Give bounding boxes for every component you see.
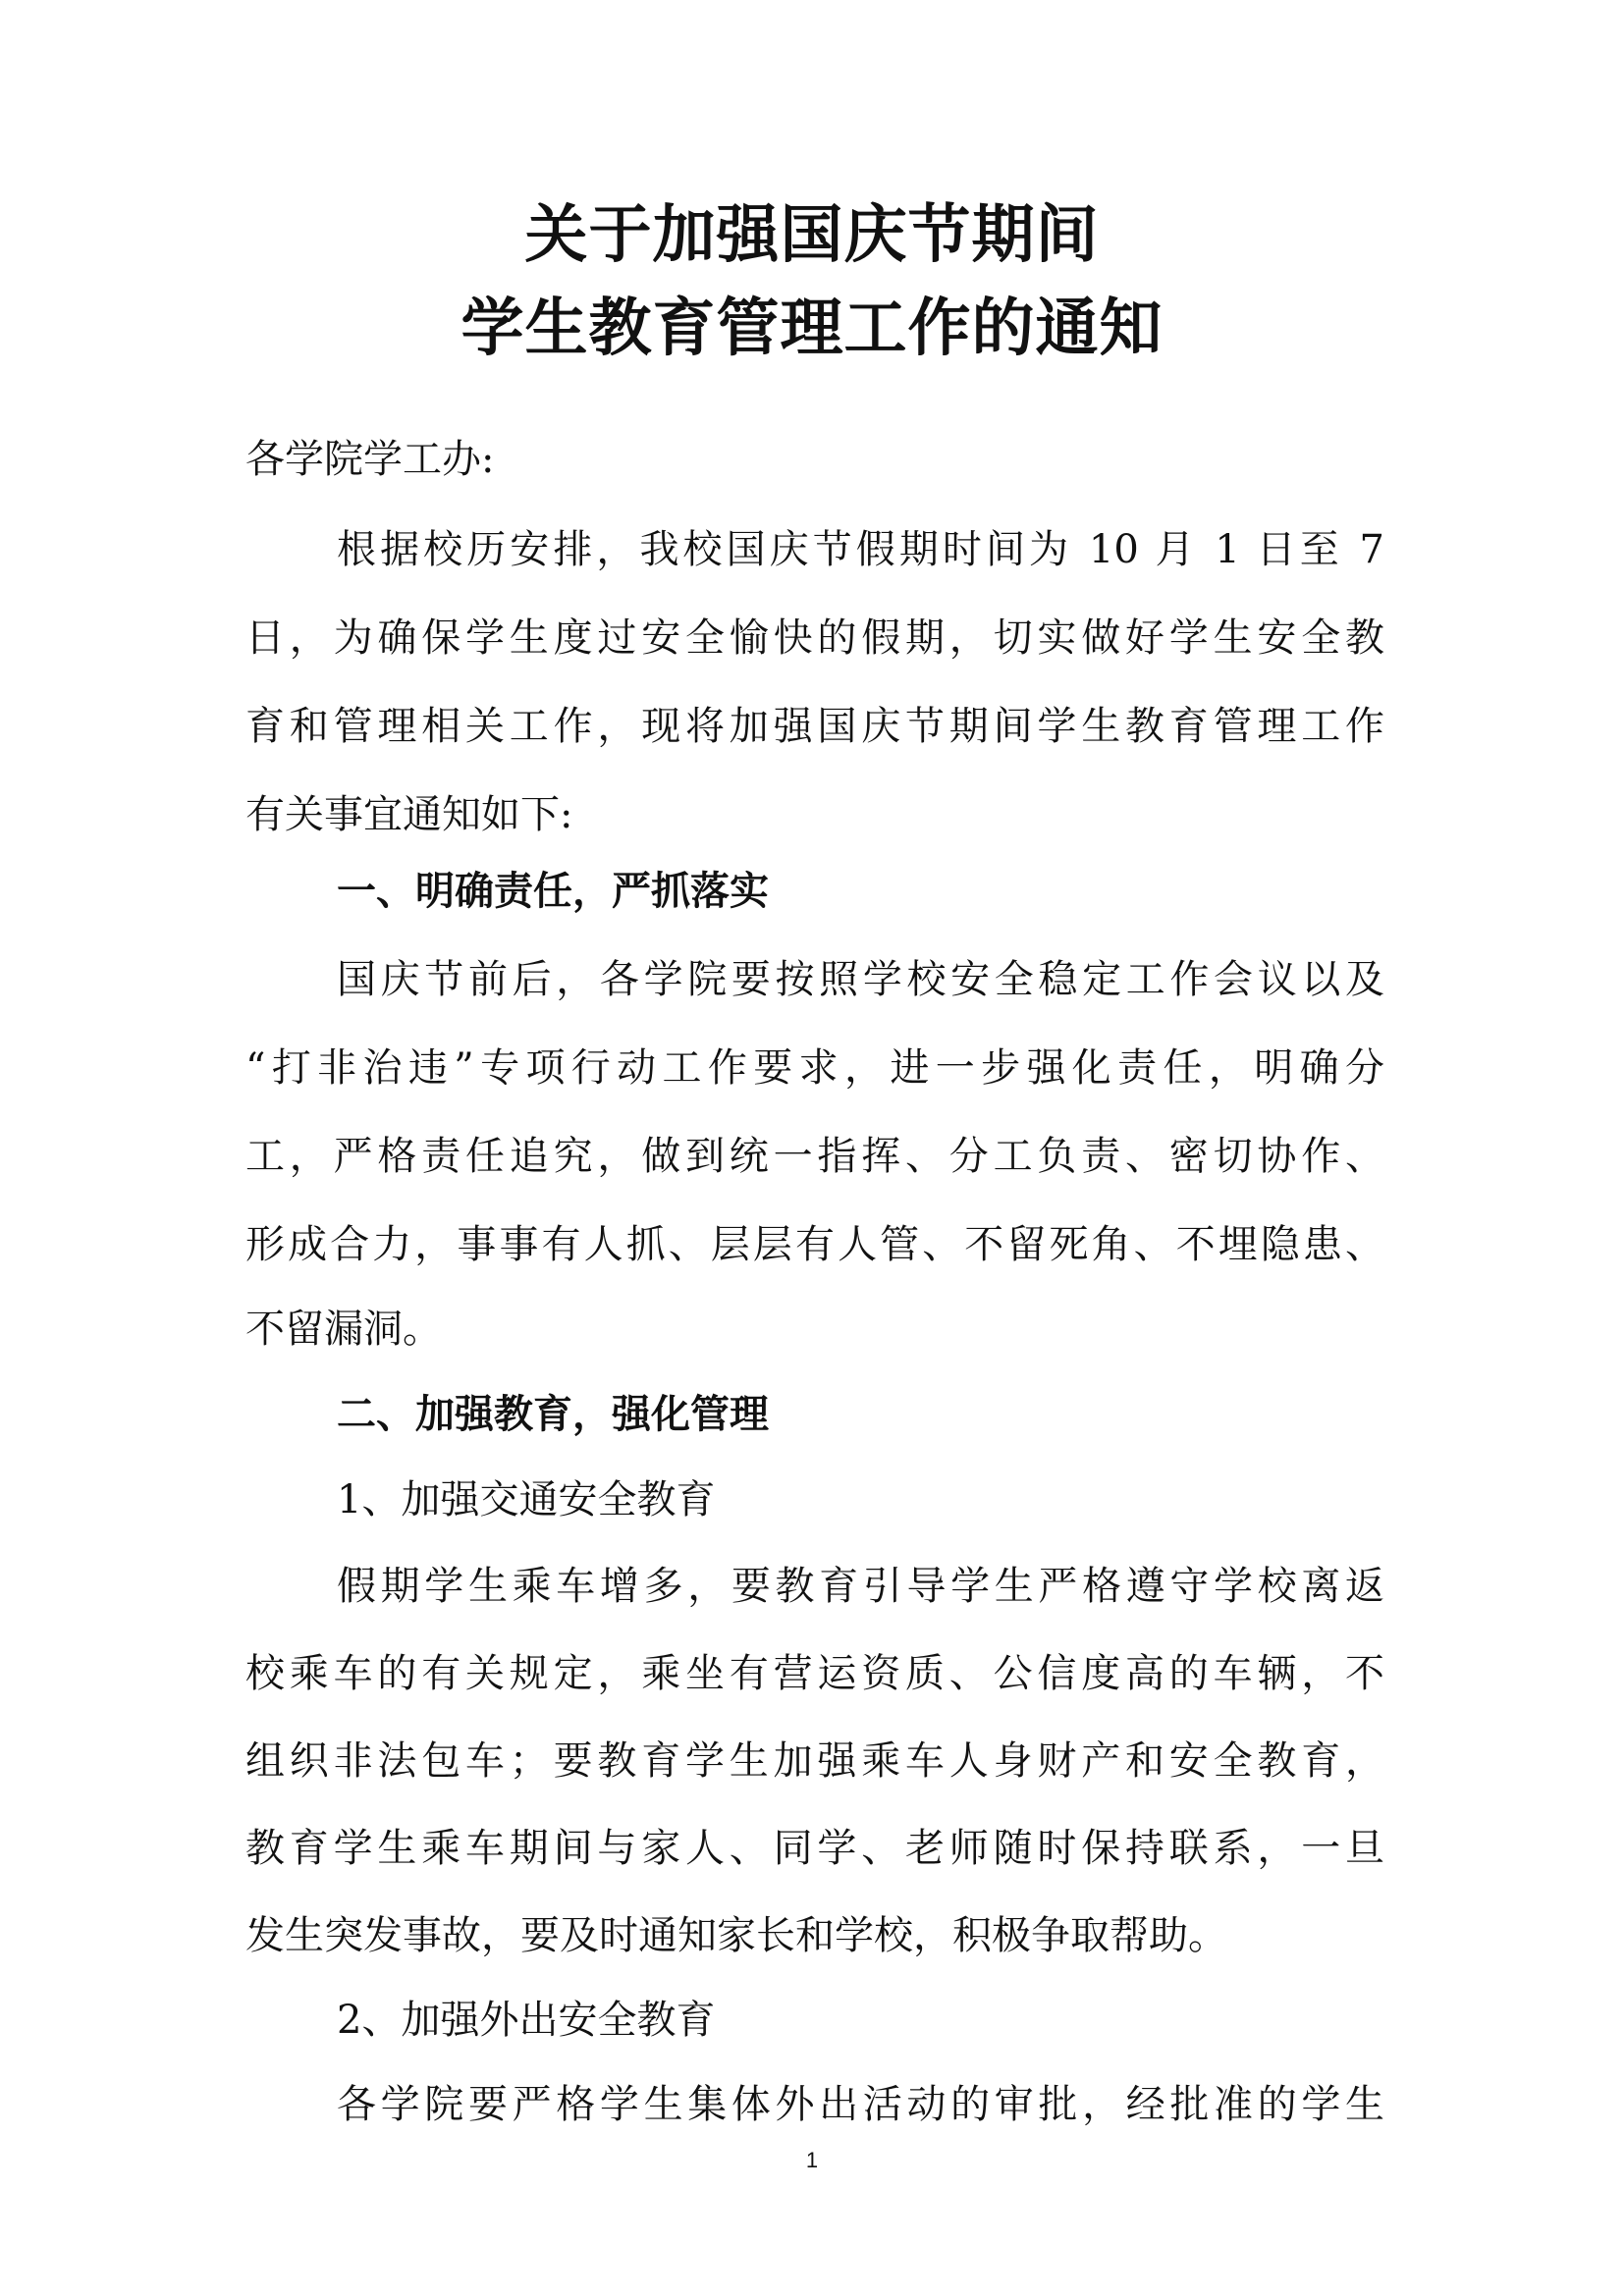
body-line: 教育学生乘车期间与家人、同学、老师随时保持联系，一旦 [245, 1826, 1384, 1871]
body-line: 假期学生乘车增多，要教育引导学生严格遵守学校离返 [337, 1564, 1384, 1609]
body-line: 不留漏洞。 [245, 1307, 442, 1352]
body-line: 根据校历安排，我校国庆节假期时间为 10 月 1 日至 7 [337, 527, 1384, 572]
document-title-line-2: 学生教育管理工作的通知 [460, 293, 1164, 365]
body-line: 各学院要严格学生集体外出活动的审批，经批准的学生 [337, 2082, 1384, 2127]
body-line: 有关事宜通知如下: [245, 792, 573, 837]
body-line: 育和管理相关工作，现将加强国庆节期间学生教育管理工作 [245, 704, 1384, 749]
body-line: 日，为确保学生度过安全愉快的假期，切实做好学生安全教 [245, 615, 1384, 661]
body-line: 工，严格责任追究，做到统一指挥、分工负责、密切协作、 [245, 1134, 1384, 1179]
subsection-heading-1: 1、加强交通安全教育 [337, 1477, 716, 1522]
section-heading-1: 一、明确责任，严抓落实 [337, 869, 769, 914]
salutation: 各学院学工办: [245, 437, 495, 482]
page-number: 1 [805, 2148, 819, 2172]
body-line: 校乘车的有关规定，乘坐有营运资质、公信度高的车辆，不 [245, 1651, 1384, 1696]
body-line: 组织非法包车；要教育学生加强乘车人身财产和安全教育， [245, 1738, 1384, 1784]
subsection-heading-2: 2、加强外出安全教育 [337, 1998, 716, 2043]
body-line: 国庆节前后，各学院要按照学校安全稳定工作会议以及 [337, 957, 1384, 1002]
body-line: 发生突发事故，要及时通知家长和学校，积极争取帮助。 [245, 1913, 1227, 1958]
body-line: 形成合力，事事有人抓、层层有人管、不留死角、不埋隐患、 [245, 1222, 1384, 1267]
document-title-line-1: 关于加强国庆节期间 [524, 199, 1100, 272]
section-heading-2: 二、加强教育，强化管理 [337, 1392, 769, 1437]
body-line: “打非治违”专项行动工作要求，进一步强化责任，明确分 [245, 1045, 1384, 1091]
